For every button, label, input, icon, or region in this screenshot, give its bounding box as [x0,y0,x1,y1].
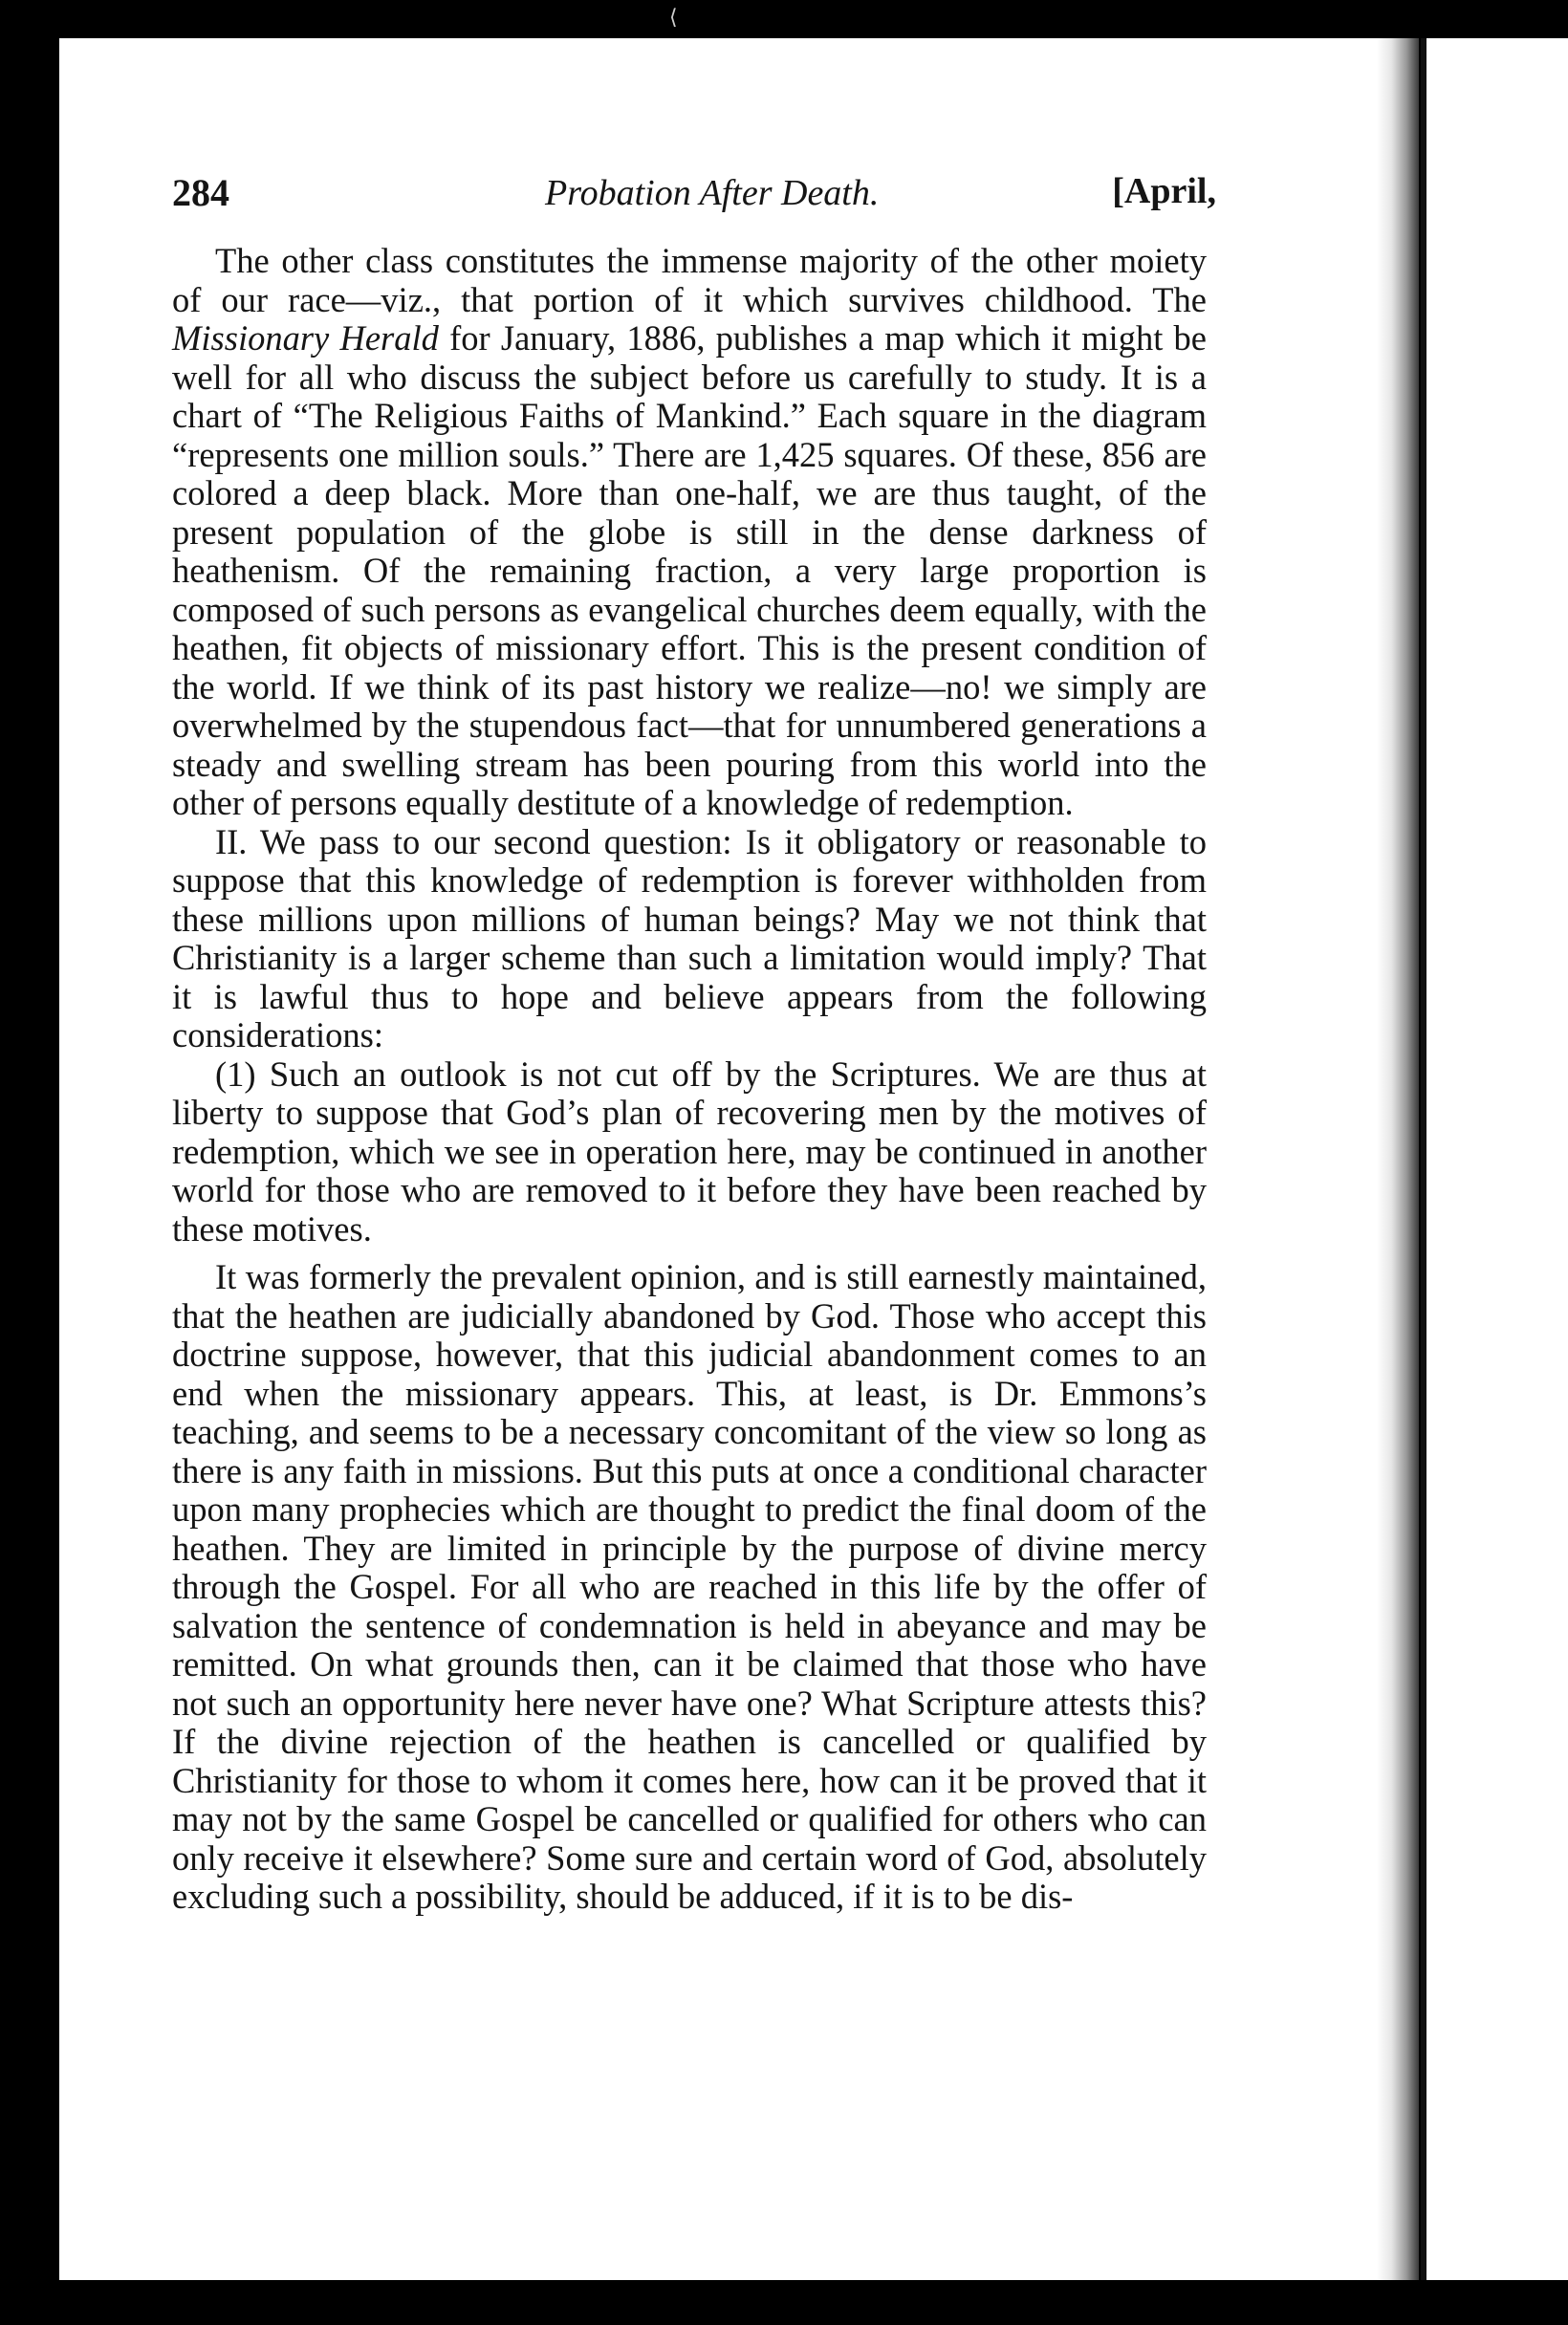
paragraph-3: (1) Such an outlook is not cut off by the Scriptures. We are thus at liberty to suppose that God’s plan of recovering men by the motives of redemption, which we see in operation here, may be continued in another world for those who are removed to it before they have been reached by these motives. [172,1054,1207,1249]
body-text [172,242,1207,1917]
running-head [172,170,1216,228]
running-title: Probation After Death. [545,173,880,213]
journal-title: Missionary Herald [172,318,439,358]
facing-page-sliver [1426,38,1568,2280]
running-month: [April, [1112,171,1216,211]
paragraph-2: II. We pass to our second question: Is it obligatory or reasonable to suppose that this knowledge of redemption is forever withholden from these millions upon millions of human beings? May we not think that Christianity is a larger scheme than such a limitation would imply? That it is lawful thus to hope and believe appears from the following considerations: [172,821,1207,1054]
scan-edge-mark: ⟨ [669,6,678,30]
gutter-shadow [1377,38,1419,2280]
paragraph-1-start: The other class constitutes the immense majority of the other moiety of our race—viz., that portion of it which survives childhood. The [172,241,1207,319]
paragraph-1 [172,242,1207,823]
paragraph-1-rest: for January, 1886, publishes a map which it might be well for all who discuss the subject before us carefully to study. It is a chart of “The Religious Faiths of Mankind.” Each square in the diagram “represents one million souls.” There are 1,425 squares. Of these, 856 are colored a deep black. More than one-half, we are thus taught, of the present population of the globe is still in the dense darkness of heathenism. Of the remaining fraction, a very large proportion is composed of such persons as evangelical churches deem equally, with the heathen, fit objects of missionary effort. This is the present condition of the world. If we think of its past history we realize—no! we simply are overwhelmed by the stupendous fact—that for unnumbered generations a steady and swelling stream has been pouring from this world into the other of persons equally destitute of a knowledge of redemption. [172,318,1207,822]
page-number: 284 [172,171,229,214]
paragraph-4: It was formerly the prevalent opinion, and is still earnestly maintained, that the heathen are judicially abandoned by God. Those who accept this doctrine suppose, however, that this judicial abandonment comes to an end when the missionary appears. This, at least, is Dr. Emmons’s teaching, and seems to be a necessary concomitant of the view so long as there is any faith in missions. But this puts at once a conditional character upon many prophecies which are thought to predict the final doom of the heathen. They are limited in principle by the purpose of divine mercy through the Gospel. For all who are reached in this life by the offer of salvation the sentence of condemnation is held in abeyance and may be remitted. On what grounds then, can it be claimed that those who have not such an opportunity here never have one? What Scripture attests this? If the divine rejection of the heathen is cancelled or qualified by Christianity for those to whom it comes here, how can it be proved that it may not by the same Gospel be cancelled or qualified for others who can only receive it elsewhere? Some sure and certain word of God, absolutely excluding such a possibility, should be adduced, if it is to be dis- [172,1257,1207,1916]
